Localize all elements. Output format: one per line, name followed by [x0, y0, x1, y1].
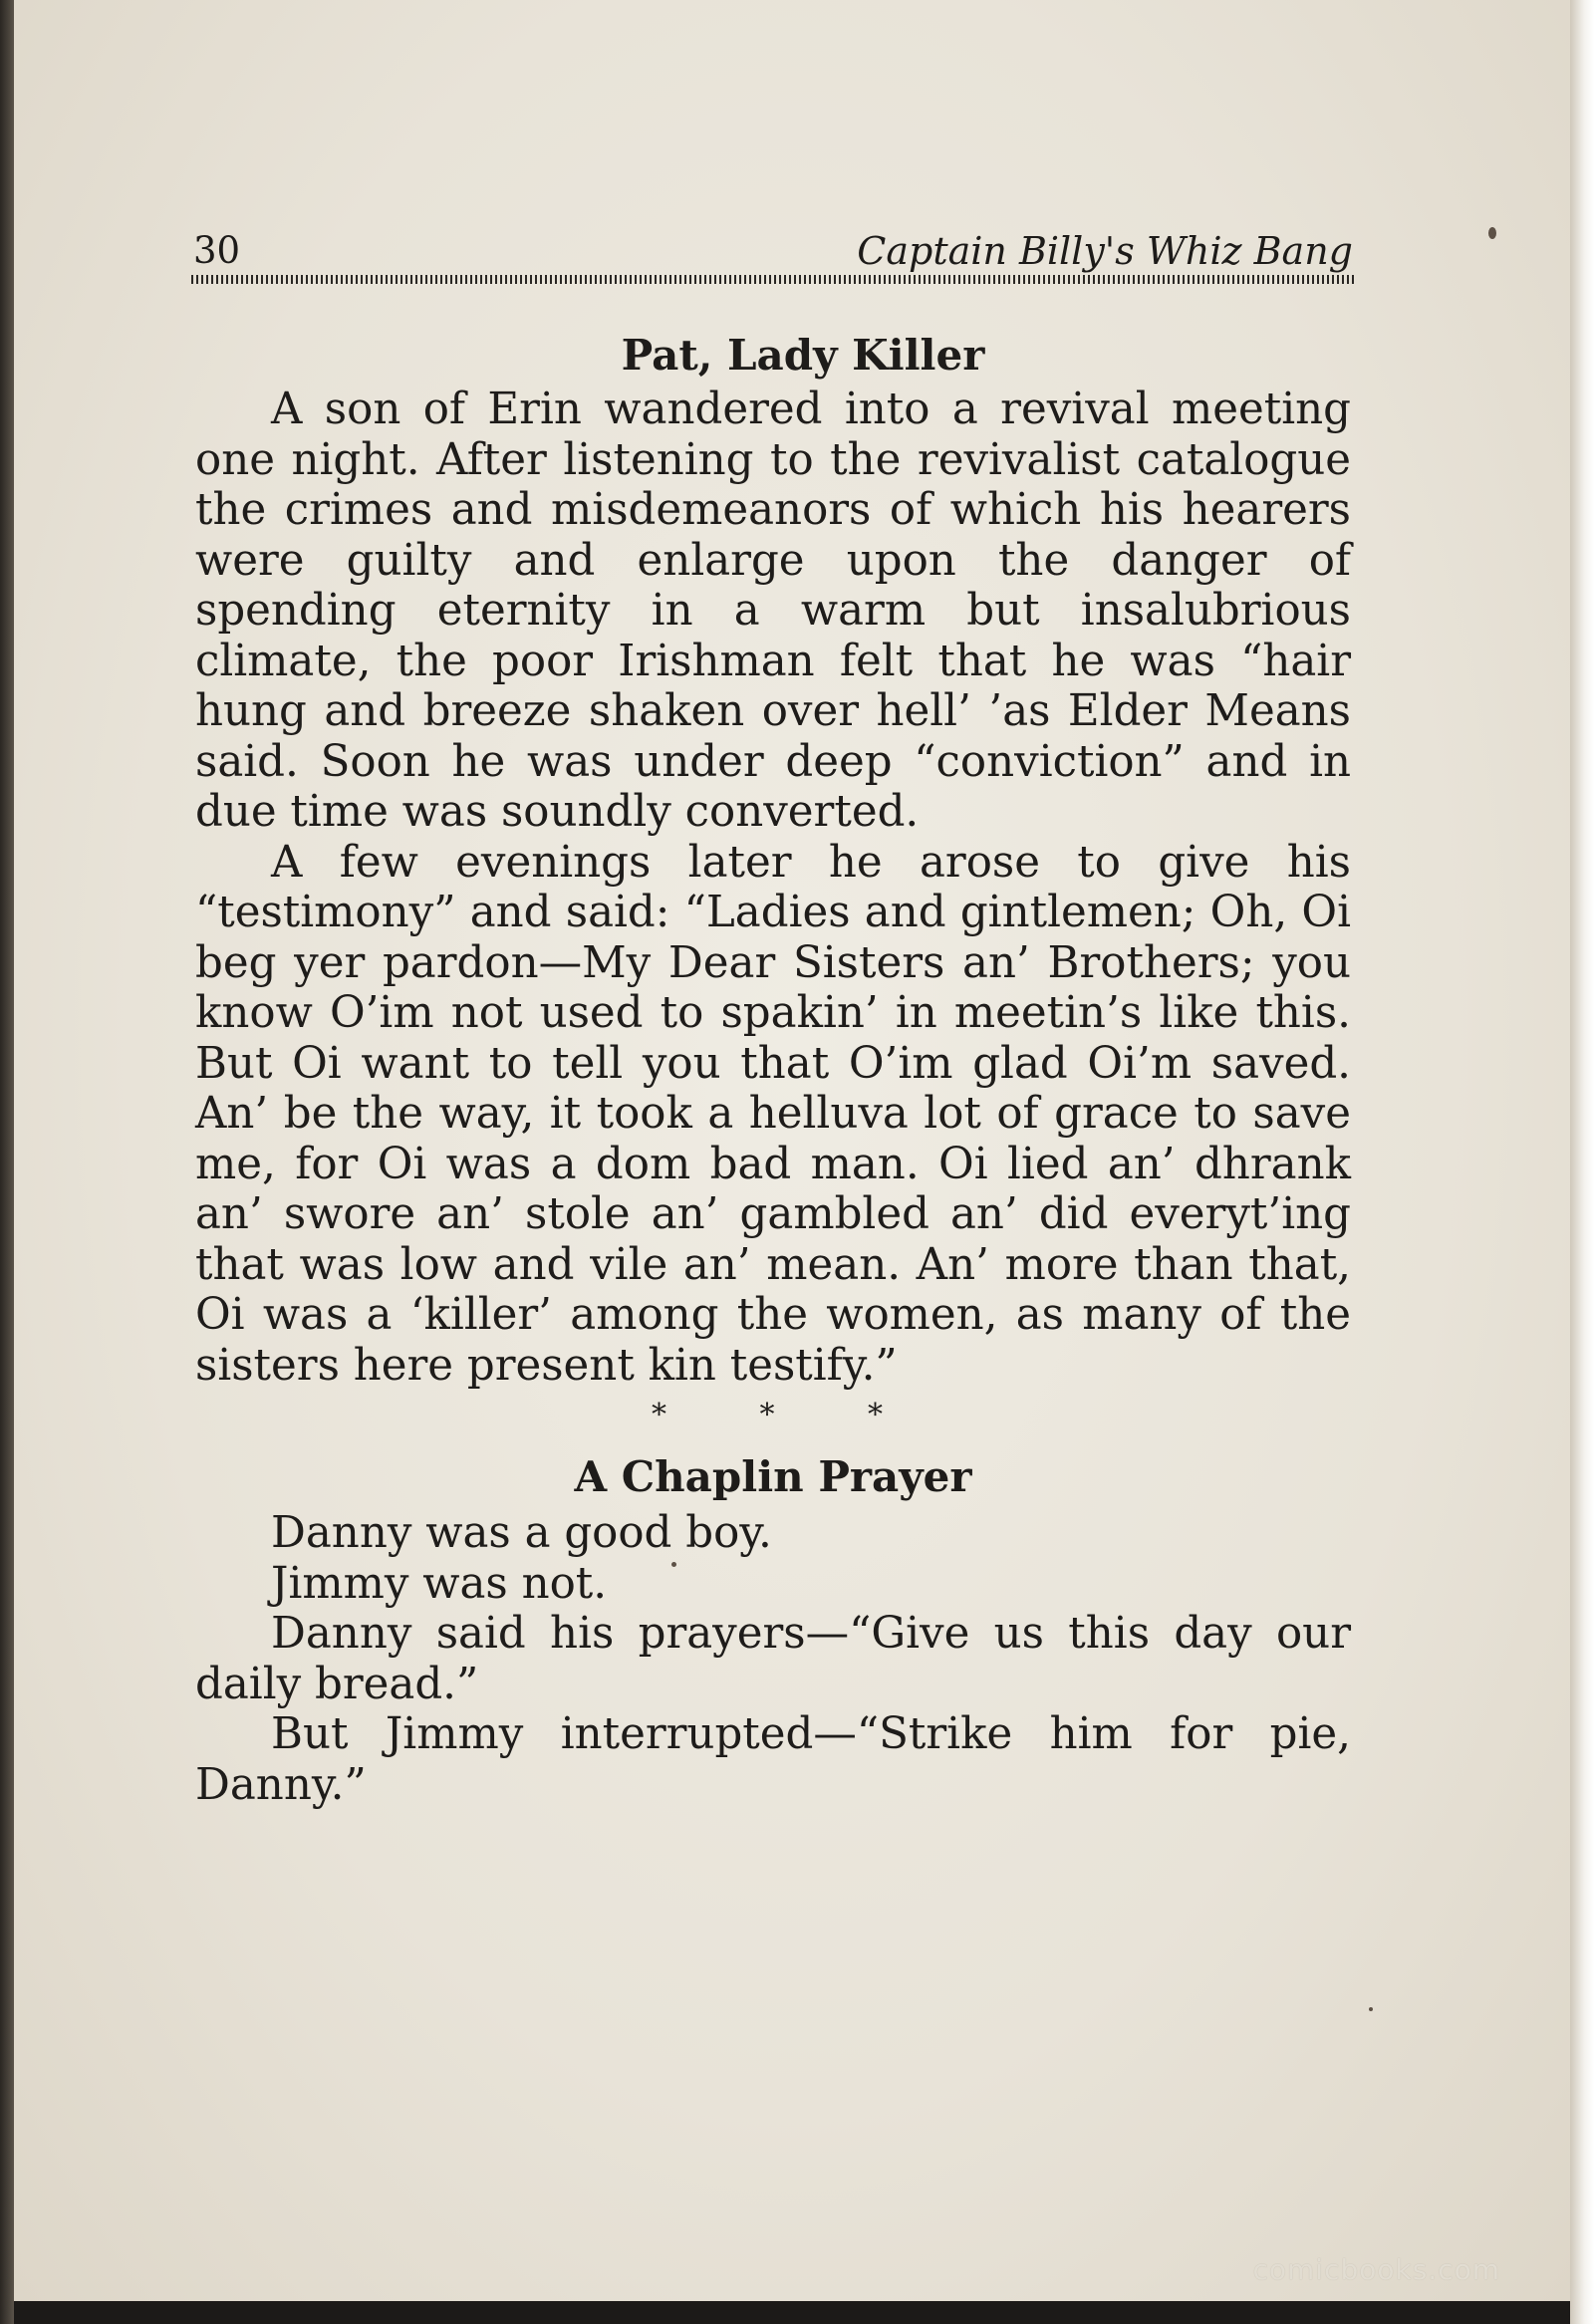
- page-content: [195, 327, 1351, 1810]
- section-separator: * * *: [651, 1398, 926, 1432]
- story-paragraph: A few evenings later he arose to give his “testimony” and said: “Ladies and gintlemen; Oh, Oi beg yer pardon—My Dear Sisters an’ Brothers; you know O’im not used to spakin’ in meetin’s like this. But Oi want to tell you that O’im glad Oi’m saved. An’ be the way, it took a helluva lot of grace to save me, for Oi was a dom bad man. Oi lied an’ dhrank an’ swore an’ stole an’ gambled an’ did everyt’ing that was low and vile an’ mean. An’ more than that, Oi was a ‘killer’ among the women, as many of the sisters here present kin testify.”: [195, 837, 1351, 1391]
- prayer-line: Danny said his prayers—“Give us this day our daily bread.”: [195, 1609, 1351, 1709]
- header-rule: [191, 275, 1355, 284]
- story-title: A Chaplin Prayer: [574, 1452, 972, 1501]
- page-header: [193, 229, 1353, 273]
- page-edge: [1570, 0, 1594, 2324]
- prayer-line: But Jimmy interrupted—“Strike him for pie, Danny.”: [195, 1709, 1351, 1810]
- paper-speck: [671, 1562, 676, 1567]
- story-title: Pat, Lady Killer: [621, 331, 985, 380]
- prayer-line: Danny was a good boy.: [271, 1508, 772, 1558]
- page-number: 30: [193, 229, 241, 272]
- binding-shadow: [0, 0, 14, 2324]
- running-title: Captain Billy's Whiz Bang: [857, 229, 1353, 273]
- magazine-page: [14, 0, 1570, 2301]
- paper-speck: [1488, 227, 1496, 239]
- watermark: comicbooks.com: [1252, 2253, 1500, 2286]
- paper-speck: [1369, 2007, 1373, 2011]
- prayer-line: Jimmy was not.: [271, 1558, 608, 1609]
- story-paragraph: A son of Erin wandered into a revival meeting one night. After listening to the revivalist catalogue the crimes and misdemeanors of which his hearers were guilty and enlarge upon the danger of spending eternity in a warm but insalubrious climate, the poor Irishman felt that he was “hair hung and breeze shaken over hell’ ’as Elder Means said. Soon he was under deep “conviction” and in due time was soundly converted.: [195, 385, 1351, 837]
